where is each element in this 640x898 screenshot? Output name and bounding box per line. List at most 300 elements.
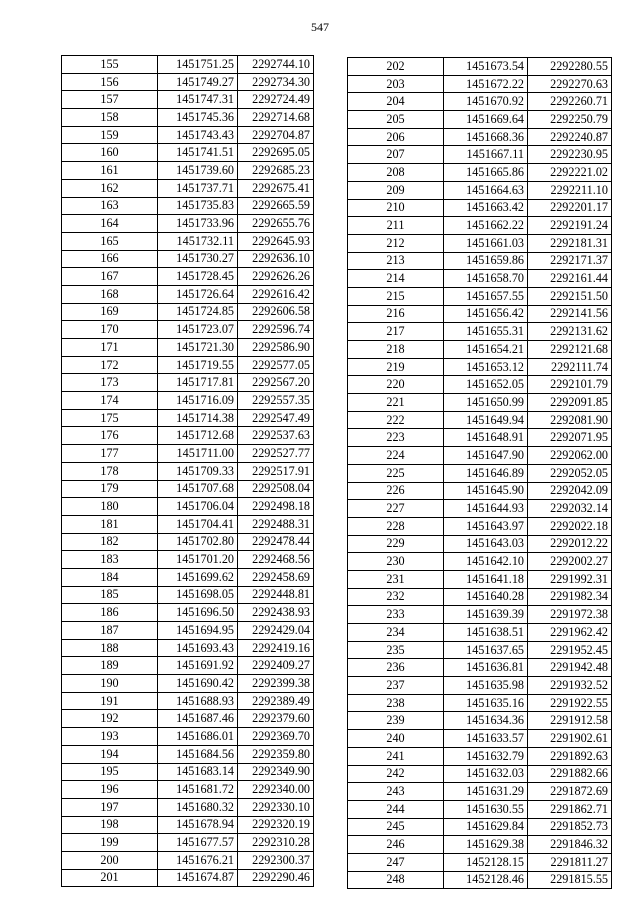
table-row (62, 232, 314, 250)
x-coordinate-cell: 1451743.43 (158, 126, 238, 144)
x-coordinate-cell: 1451732.11 (158, 232, 238, 250)
table-row (62, 622, 314, 640)
table-row (62, 445, 314, 463)
point-id-cell: 160 (62, 144, 158, 162)
x-coordinate-cell: 1451696.50 (158, 604, 238, 622)
y-coordinate-cell: 2292062.00 (528, 447, 612, 465)
point-id-cell: 222 (348, 411, 444, 429)
x-coordinate-cell: 1452128.46 (444, 871, 528, 889)
table-row (62, 639, 314, 657)
y-coordinate-cell: 2291852.73 (528, 818, 612, 836)
table-row (62, 816, 314, 834)
table-row (62, 303, 314, 321)
y-coordinate-cell: 2291962.42 (528, 624, 612, 642)
x-coordinate-cell: 1451633.57 (444, 730, 528, 748)
point-id-cell: 215 (348, 287, 444, 305)
table-row (62, 568, 314, 586)
table-row (348, 199, 612, 217)
point-id-cell: 192 (62, 710, 158, 728)
y-coordinate-cell: 2292645.93 (238, 232, 314, 250)
y-coordinate-cell: 2292369.70 (238, 728, 314, 746)
y-coordinate-cell: 2292498.18 (238, 498, 314, 516)
table-row (62, 392, 314, 410)
x-coordinate-cell: 1451629.84 (444, 818, 528, 836)
y-coordinate-cell: 2292419.16 (238, 639, 314, 657)
table-row (62, 285, 314, 303)
y-coordinate-cell: 2292577.05 (238, 356, 314, 374)
table-row (348, 358, 612, 376)
x-coordinate-cell: 1451637.65 (444, 641, 528, 659)
y-coordinate-cell: 2292101.79 (528, 376, 612, 394)
x-coordinate-cell: 1451691.92 (158, 657, 238, 675)
y-coordinate-cell: 2292161.44 (528, 270, 612, 288)
table-row (62, 374, 314, 392)
x-coordinate-cell: 1451688.93 (158, 692, 238, 710)
point-id-cell: 247 (348, 853, 444, 871)
x-coordinate-cell: 1451706.04 (158, 498, 238, 516)
x-coordinate-cell: 1451668.36 (444, 128, 528, 146)
x-coordinate-cell: 1451681.72 (158, 781, 238, 799)
table-row (348, 447, 612, 465)
y-coordinate-cell: 2292091.85 (528, 394, 612, 412)
table-row (348, 75, 612, 93)
y-coordinate-cell: 2292191.24 (528, 217, 612, 235)
table-row (62, 675, 314, 693)
x-coordinate-cell: 1451745.36 (158, 109, 238, 127)
point-id-cell: 193 (62, 728, 158, 746)
x-coordinate-cell: 1451645.90 (444, 482, 528, 500)
y-coordinate-cell: 2292310.28 (238, 834, 314, 852)
table-row (348, 164, 612, 182)
table-row (348, 624, 612, 642)
y-coordinate-cell: 2292606.58 (238, 303, 314, 321)
table-row (62, 480, 314, 498)
x-coordinate-cell: 1451648.91 (444, 429, 528, 447)
y-coordinate-cell: 2292596.74 (238, 321, 314, 339)
x-coordinate-cell: 1451649.94 (444, 411, 528, 429)
x-coordinate-cell: 1451629.38 (444, 836, 528, 854)
y-coordinate-cell: 2292695.05 (238, 144, 314, 162)
x-coordinate-cell: 1451635.16 (444, 694, 528, 712)
x-coordinate-cell: 1451639.39 (444, 606, 528, 624)
point-id-cell: 226 (348, 482, 444, 500)
x-coordinate-cell: 1451707.68 (158, 480, 238, 498)
table-row (62, 409, 314, 427)
table-row (348, 482, 612, 500)
point-id-cell: 180 (62, 498, 158, 516)
y-coordinate-cell: 2291892.63 (528, 747, 612, 765)
table-row (62, 745, 314, 763)
x-coordinate-cell: 1451737.71 (158, 179, 238, 197)
point-id-cell: 164 (62, 215, 158, 233)
x-coordinate-cell: 1451644.93 (444, 500, 528, 518)
x-coordinate-cell: 1451735.83 (158, 197, 238, 215)
x-coordinate-cell: 1451641.18 (444, 570, 528, 588)
table-row (62, 533, 314, 551)
y-coordinate-cell: 2292389.49 (238, 692, 314, 710)
y-coordinate-cell: 2292744.10 (238, 56, 314, 74)
table-row (348, 464, 612, 482)
point-id-cell: 175 (62, 409, 158, 427)
y-coordinate-cell: 2292012.22 (528, 535, 612, 553)
y-coordinate-cell: 2292022.18 (528, 517, 612, 535)
point-id-cell: 173 (62, 374, 158, 392)
y-coordinate-cell: 2292260.71 (528, 93, 612, 111)
table-row (348, 659, 612, 677)
y-coordinate-cell: 2292685.23 (238, 162, 314, 180)
table-row (62, 56, 314, 74)
x-coordinate-cell: 1451670.92 (444, 93, 528, 111)
table-row (348, 818, 612, 836)
point-id-cell: 168 (62, 285, 158, 303)
point-id-cell: 187 (62, 622, 158, 640)
table-row (62, 268, 314, 286)
y-coordinate-cell: 2292081.90 (528, 411, 612, 429)
y-coordinate-cell: 2292547.49 (238, 409, 314, 427)
point-id-cell: 176 (62, 427, 158, 445)
y-coordinate-cell: 2291862.71 (528, 800, 612, 818)
x-coordinate-cell: 1451712.68 (158, 427, 238, 445)
point-id-cell: 238 (348, 694, 444, 712)
y-coordinate-cell: 2292379.60 (238, 710, 314, 728)
x-coordinate-cell: 1451673.54 (444, 58, 528, 76)
x-coordinate-cell: 1451647.90 (444, 447, 528, 465)
y-coordinate-cell: 2292340.00 (238, 781, 314, 799)
table-row (62, 869, 314, 887)
x-coordinate-cell: 1451721.30 (158, 339, 238, 357)
x-coordinate-cell: 1451704.41 (158, 515, 238, 533)
table-row (348, 853, 612, 871)
table-row (62, 91, 314, 109)
table-row (62, 321, 314, 339)
table-row (348, 111, 612, 129)
x-coordinate-cell: 1451730.27 (158, 250, 238, 268)
y-coordinate-cell: 2291815.55 (528, 871, 612, 889)
x-coordinate-cell: 1451693.43 (158, 639, 238, 657)
x-coordinate-cell: 1451662.22 (444, 217, 528, 235)
x-coordinate-cell: 1451741.51 (158, 144, 238, 162)
x-coordinate-cell: 1451638.51 (444, 624, 528, 642)
y-coordinate-cell: 2292270.63 (528, 75, 612, 93)
point-id-cell: 232 (348, 588, 444, 606)
y-coordinate-cell: 2292626.26 (238, 268, 314, 286)
x-coordinate-cell: 1451684.56 (158, 745, 238, 763)
point-id-cell: 219 (348, 358, 444, 376)
x-coordinate-cell: 1451640.28 (444, 588, 528, 606)
x-coordinate-cell: 1451635.98 (444, 677, 528, 695)
x-coordinate-cell: 1451664.63 (444, 181, 528, 199)
table-row (348, 341, 612, 359)
y-coordinate-cell: 2291882.66 (528, 765, 612, 783)
table-row (348, 641, 612, 659)
point-id-cell: 165 (62, 232, 158, 250)
y-coordinate-cell: 2292221.02 (528, 164, 612, 182)
y-coordinate-cell: 2292724.49 (238, 91, 314, 109)
y-coordinate-cell: 2292665.59 (238, 197, 314, 215)
x-coordinate-cell: 1451632.03 (444, 765, 528, 783)
x-coordinate-cell: 1451680.32 (158, 798, 238, 816)
y-coordinate-cell: 2291952.45 (528, 641, 612, 659)
y-coordinate-cell: 2292111.74 (528, 358, 612, 376)
point-id-cell: 205 (348, 111, 444, 129)
coordinate-table-left (61, 55, 314, 887)
table-row (348, 517, 612, 535)
y-coordinate-cell: 2292042.09 (528, 482, 612, 500)
y-coordinate-cell: 2292517.91 (238, 462, 314, 480)
point-id-cell: 179 (62, 480, 158, 498)
x-coordinate-cell: 1451714.38 (158, 409, 238, 427)
point-id-cell: 242 (348, 765, 444, 783)
y-coordinate-cell: 2292636.10 (238, 250, 314, 268)
x-coordinate-cell: 1451709.33 (158, 462, 238, 480)
x-coordinate-cell: 1451669.64 (444, 111, 528, 129)
x-coordinate-cell: 1451694.95 (158, 622, 238, 640)
point-id-cell: 178 (62, 462, 158, 480)
table-row (348, 181, 612, 199)
table-row (62, 851, 314, 869)
y-coordinate-cell: 2292121.68 (528, 341, 612, 359)
y-coordinate-cell: 2292478.44 (238, 533, 314, 551)
y-coordinate-cell: 2291982.34 (528, 588, 612, 606)
point-id-cell: 244 (348, 800, 444, 818)
point-id-cell: 198 (62, 816, 158, 834)
point-id-cell: 223 (348, 429, 444, 447)
point-id-cell: 162 (62, 179, 158, 197)
y-coordinate-cell: 2292508.04 (238, 480, 314, 498)
y-coordinate-cell: 2292675.41 (238, 179, 314, 197)
point-id-cell: 220 (348, 376, 444, 394)
y-coordinate-cell: 2291811.27 (528, 853, 612, 871)
point-id-cell: 214 (348, 270, 444, 288)
x-coordinate-cell: 1451672.22 (444, 75, 528, 93)
y-coordinate-cell: 2292399.38 (238, 675, 314, 693)
x-coordinate-cell: 1451630.55 (444, 800, 528, 818)
x-coordinate-cell: 1451657.55 (444, 287, 528, 305)
table-row (348, 58, 612, 76)
table-row (348, 836, 612, 854)
point-id-cell: 241 (348, 747, 444, 765)
y-coordinate-cell: 2291992.31 (528, 570, 612, 588)
point-id-cell: 204 (348, 93, 444, 111)
table-row (348, 871, 612, 889)
x-coordinate-cell: 1451677.57 (158, 834, 238, 852)
table-row (62, 498, 314, 516)
point-id-cell: 157 (62, 91, 158, 109)
y-coordinate-cell: 2292567.20 (238, 374, 314, 392)
y-coordinate-cell: 2292557.35 (238, 392, 314, 410)
table-row (62, 781, 314, 799)
table-row (62, 586, 314, 604)
table-row (62, 657, 314, 675)
y-coordinate-cell: 2292409.27 (238, 657, 314, 675)
y-coordinate-cell: 2292438.93 (238, 604, 314, 622)
x-coordinate-cell: 1451642.10 (444, 553, 528, 571)
point-id-cell: 239 (348, 712, 444, 730)
table-row (62, 144, 314, 162)
x-coordinate-cell: 1451717.81 (158, 374, 238, 392)
table-row (348, 765, 612, 783)
point-id-cell: 177 (62, 445, 158, 463)
x-coordinate-cell: 1451636.81 (444, 659, 528, 677)
point-id-cell: 195 (62, 763, 158, 781)
table-row (348, 217, 612, 235)
x-coordinate-cell: 1451719.55 (158, 356, 238, 374)
y-coordinate-cell: 2292330.10 (238, 798, 314, 816)
point-id-cell: 236 (348, 659, 444, 677)
y-coordinate-cell: 2291972.38 (528, 606, 612, 624)
point-id-cell: 217 (348, 323, 444, 341)
point-id-cell: 171 (62, 339, 158, 357)
y-coordinate-cell: 2292300.37 (238, 851, 314, 869)
point-id-cell: 216 (348, 305, 444, 323)
table-row (348, 570, 612, 588)
x-coordinate-cell: 1451747.31 (158, 91, 238, 109)
table-row (62, 692, 314, 710)
y-coordinate-cell: 2292280.55 (528, 58, 612, 76)
y-coordinate-cell: 2292586.90 (238, 339, 314, 357)
y-coordinate-cell: 2292240.87 (528, 128, 612, 146)
x-coordinate-cell: 1451632.79 (444, 747, 528, 765)
point-id-cell: 201 (62, 869, 158, 887)
x-coordinate-cell: 1451683.14 (158, 763, 238, 781)
y-coordinate-cell: 2291912.58 (528, 712, 612, 730)
table-row (348, 394, 612, 412)
table-row (62, 462, 314, 480)
x-coordinate-cell: 1451643.97 (444, 517, 528, 535)
table-row (62, 126, 314, 144)
table-row (62, 427, 314, 445)
x-coordinate-cell: 1451723.07 (158, 321, 238, 339)
x-coordinate-cell: 1451711.00 (158, 445, 238, 463)
table-row (62, 179, 314, 197)
point-id-cell: 194 (62, 745, 158, 763)
table-row (62, 728, 314, 746)
point-id-cell: 209 (348, 181, 444, 199)
table-row (348, 747, 612, 765)
table-row (348, 730, 612, 748)
point-id-cell: 218 (348, 341, 444, 359)
point-id-cell: 159 (62, 126, 158, 144)
point-id-cell: 248 (348, 871, 444, 889)
y-coordinate-cell: 2291872.69 (528, 783, 612, 801)
y-coordinate-cell: 2291902.61 (528, 730, 612, 748)
table-row (348, 500, 612, 518)
y-coordinate-cell: 2292002.27 (528, 553, 612, 571)
x-coordinate-cell: 1451716.09 (158, 392, 238, 410)
x-coordinate-cell: 1451661.03 (444, 234, 528, 252)
point-id-cell: 202 (348, 58, 444, 76)
point-id-cell: 230 (348, 553, 444, 571)
x-coordinate-cell: 1451733.96 (158, 215, 238, 233)
point-id-cell: 227 (348, 500, 444, 518)
x-coordinate-cell: 1451749.27 (158, 73, 238, 91)
y-coordinate-cell: 2292458.69 (238, 568, 314, 586)
point-id-cell: 199 (62, 834, 158, 852)
table-row (348, 411, 612, 429)
table-row (348, 287, 612, 305)
table-row (348, 677, 612, 695)
table-row (348, 553, 612, 571)
table-row (62, 73, 314, 91)
point-id-cell: 188 (62, 639, 158, 657)
y-coordinate-cell: 2292349.90 (238, 763, 314, 781)
y-coordinate-cell: 2292359.80 (238, 745, 314, 763)
point-id-cell: 245 (348, 818, 444, 836)
point-id-cell: 234 (348, 624, 444, 642)
y-coordinate-cell: 2292181.31 (528, 234, 612, 252)
x-coordinate-cell: 1451699.62 (158, 568, 238, 586)
point-id-cell: 185 (62, 586, 158, 604)
point-id-cell: 196 (62, 781, 158, 799)
point-id-cell: 224 (348, 447, 444, 465)
y-coordinate-cell: 2292320.19 (238, 816, 314, 834)
x-coordinate-cell: 1451663.42 (444, 199, 528, 217)
x-coordinate-cell: 1451654.21 (444, 341, 528, 359)
point-id-cell: 158 (62, 109, 158, 127)
table-row (348, 588, 612, 606)
point-id-cell: 240 (348, 730, 444, 748)
point-id-cell: 163 (62, 197, 158, 215)
point-id-cell: 190 (62, 675, 158, 693)
x-coordinate-cell: 1451634.36 (444, 712, 528, 730)
x-coordinate-cell: 1451698.05 (158, 586, 238, 604)
table-row (348, 323, 612, 341)
x-coordinate-cell: 1451658.70 (444, 270, 528, 288)
y-coordinate-cell: 2292734.30 (238, 73, 314, 91)
table-row (62, 763, 314, 781)
y-coordinate-cell: 2292468.56 (238, 551, 314, 569)
table-row (62, 798, 314, 816)
table-row (62, 339, 314, 357)
y-coordinate-cell: 2291942.48 (528, 659, 612, 677)
x-coordinate-cell: 1451650.99 (444, 394, 528, 412)
table-row (62, 834, 314, 852)
table-row (62, 551, 314, 569)
x-coordinate-cell: 1451653.12 (444, 358, 528, 376)
point-id-cell: 156 (62, 73, 158, 91)
x-coordinate-cell: 1451659.86 (444, 252, 528, 270)
y-coordinate-cell: 2292429.04 (238, 622, 314, 640)
point-id-cell: 182 (62, 533, 158, 551)
y-coordinate-cell: 2292250.79 (528, 111, 612, 129)
y-coordinate-cell: 2292488.31 (238, 515, 314, 533)
x-coordinate-cell: 1451724.85 (158, 303, 238, 321)
table-row (348, 234, 612, 252)
point-id-cell: 172 (62, 356, 158, 374)
x-coordinate-cell: 1451643.03 (444, 535, 528, 553)
x-coordinate-cell: 1451655.31 (444, 323, 528, 341)
point-id-cell: 228 (348, 517, 444, 535)
point-id-cell: 186 (62, 604, 158, 622)
x-coordinate-cell: 1451726.64 (158, 285, 238, 303)
x-coordinate-cell: 1451690.42 (158, 675, 238, 693)
point-id-cell: 207 (348, 146, 444, 164)
point-id-cell: 203 (348, 75, 444, 93)
x-coordinate-cell: 1451701.20 (158, 551, 238, 569)
y-coordinate-cell: 2292448.81 (238, 586, 314, 604)
coordinate-table-right (347, 57, 612, 889)
x-coordinate-cell: 1451631.29 (444, 783, 528, 801)
point-id-cell: 166 (62, 250, 158, 268)
y-coordinate-cell: 2291922.55 (528, 694, 612, 712)
y-coordinate-cell: 2292171.37 (528, 252, 612, 270)
point-id-cell: 161 (62, 162, 158, 180)
page-number: 547 (311, 20, 329, 34)
y-coordinate-cell: 2292616.42 (238, 285, 314, 303)
table-row (62, 710, 314, 728)
x-coordinate-cell: 1451652.05 (444, 376, 528, 394)
point-id-cell: 197 (62, 798, 158, 816)
